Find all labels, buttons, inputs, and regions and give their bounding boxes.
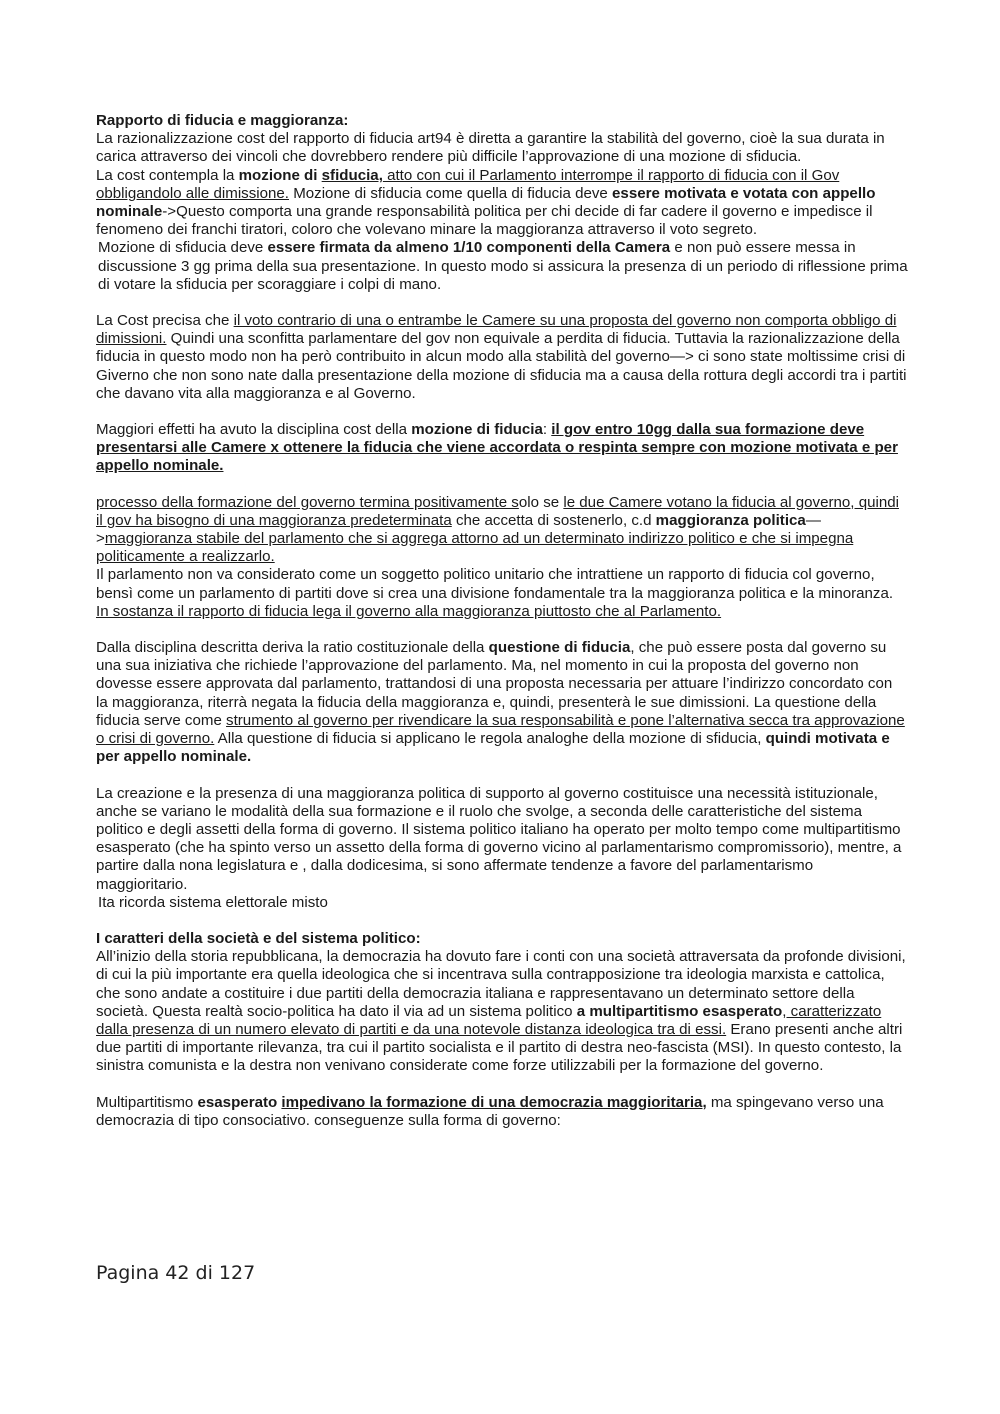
text-run: strumento al governo per rivendicare la sua responsabilità e pone l’alternativa secca tra approvazione o crisi di governo. [96,711,905,748]
text-run: , che può essere posta dal governo su una sua iniziativa che richiede l’approvazione del parlamento. Ma, nel momento in cui la proposta del governo non dovesse essere approvata dal parlamento, trattandosi di una proposta necessaria per attuare l’indirizzo concordato con la maggioranza, riterrà negata la fiducia della maggioranza e, quindi, presenterà le sue dimissioni. La questione della fiducia serve come [96,639,893,729]
paragraph [96,312,908,403]
text-run: Il parlamento non va considerato come un soggetto politico unitario che intrattiene un rapporto di fiducia col governo, bensì come un parlamento di partiti dove si crea una divisione fondamentale tra la maggioranza politica e la minoranza. [96,566,894,602]
text-run: La Cost precisa che [96,312,234,330]
paragraph [96,494,908,567]
text-run: La creazione e la presenza di una maggioranza politica di supporto al governo costituisce una necessità istituzionale, anche se variano le modalità della sua formazione e il ruolo che svolge, a seconda delle caratteristiche del sistema politico e degli assetti della forma di governo. Il sistema politico italiano ha operato per molto tempo come multipartitismo esasperato (che ha spinto verso un assetto della forma di governo vicino al parlamentarismo compromissorio), mentre, a partire dalla nona legislatura e , dalla dodicesima, si sono affermate tendenze a favore del parlamentarismo maggioritario. [96,784,902,893]
text-run: —> [96,511,821,548]
text-run: Mozione di sfiducia deve [98,239,268,257]
paragraph-gap [96,912,908,930]
paragraph-gap [96,767,908,785]
text-run: questione di fiducia [488,639,631,657]
paragraph [96,948,908,1075]
paragraph [96,894,908,912]
text-run: impedivano la formazione di una democrazia maggioritaria, [281,1093,707,1111]
text-run: il voto contrario di una o entrambe le Camere su una proposta del governo non comporta obbligo di dimissioni. [96,312,897,348]
paragraph-gap [96,476,908,494]
text-run: essere motivata e votata con appello nominale [96,184,876,221]
text-run: I caratteri della società e del sistema politico: [96,929,421,947]
paragraph-gap [96,403,908,421]
text-run: Alla questione di fiducia si applicano le regola analoghe della mozione di sfiducia, [214,730,766,748]
text-run: che accetta di sostenerlo, c.d [451,511,656,529]
paragraph-gap [96,621,908,639]
text-run: essere firmata da almeno 1/10 componenti della Camera [267,239,671,257]
paragraph [96,167,908,240]
text-run: maggioranza stabile del parlamento che si aggrega attorno ad un determinato indirizzo politico e che si impegna politicamente a realizzarlo. [96,530,854,566]
text-run: Maggiori effetti ha avuto la disciplina cost della [96,421,412,439]
text-run: a multipartitismo esasperato [576,1002,783,1020]
paragraph [96,785,908,894]
paragraph [96,930,908,948]
text-run: le due Camere votano la fiducia al governo, quindi il gov ha bisogno di una maggioranza predeterminata [96,493,899,529]
paragraph [96,1094,908,1130]
text-run: Dalla disciplina descritta deriva la ratio costituzionale della [96,639,489,657]
text-run: processo della formazione del governo termina positivamente s [96,493,519,511]
document-body [96,112,908,1130]
text-run: atto con cui il Parlamento interrompe il rapporto di fiducia con il Gov obbligandolo alle dimissione. [96,166,840,202]
text-run: Ita ricorda sistema elettorale misto [98,893,328,911]
paragraph-gap [96,1076,908,1094]
page-footer: Pagina 42 di 127 [96,1262,256,1284]
text-run: olo se [518,493,564,511]
paragraph [96,421,908,476]
text-run: il gov entro 10gg dalla sua formazione deve presentarsi alle Camere x ottenere la fiducia che viene accordata o respinta sempre con mozione motivata e per appello nominale. [96,421,898,475]
text-run: mozione di fiducia [411,421,543,439]
text-run: : [542,421,552,439]
text-run: All’inizio della storia repubblicana, la democrazia ha dovuto fare i conti con una società attraversata da profonde divisioni, di cui la più importante era quella ideologica che si incentrava sulla contrapposizione tra ideologia marxista e cattolica, che sono andate a costituire i due partiti della democrazia italiana e rappresentavano un determinato settore della società. Questa realtà socio-politica ha dato il via ad un sistema politico [96,948,906,1020]
paragraph [96,239,908,294]
paragraph [96,112,908,130]
text-run: esasperato [197,1093,282,1111]
text-run: In sostanza il rapporto di fiducia lega il governo alla maggioranza piuttosto che al Parlamento. [96,602,722,620]
text-run: quindi motivata e per appello nominale. [96,730,890,766]
paragraph [96,566,908,621]
text-run: ma spingevano verso una democrazia di tipo consociativo. conseguenze sulla forma di governo: [96,1093,884,1129]
text-run: maggioranza politica [655,511,806,529]
text-run: Mozione di sfiducia come quella di fiducia deve [289,184,613,202]
text-run: Erano presenti anche altri due partiti di importante rilevanza, tra cui il partito socialista e il partito di destra neo-fascista (MSI). In questo contesto, la sinistra comunista e la destra non venivano considerate come forze utilizzabili per la formazione del governo. [96,1020,903,1075]
text-run: mozione di [238,166,322,184]
text-run: sfiducia, [321,166,383,184]
text-run: La razionalizzazione cost del rapporto di fiducia art94 è diretta a garantire la stabilità del governo, cioè la sua durata in carica attraverso dei vincoli che dovrebbero rendere più difficile l’approvazione di una mozione di sfiducia. [96,130,885,166]
paragraph [96,639,908,766]
text-run: e non può essere messa in discussione 3 gg prima della sua presentazione. In questo modo si assicura la presenza di un periodo di riflessione prima di votare la sfiducia per scoraggiare i colpi di mano. [98,239,908,293]
text-run: La cost contempla la [96,166,239,184]
paragraph [96,130,908,166]
paragraph-gap [96,294,908,312]
text-run: Multipartitismo [96,1093,198,1111]
text-run: , caratterizzato dalla presenza di un numero elevato di partiti e da una notevole distanza ideologica tra di essi. [96,1002,882,1038]
text-run: Quindi una sconfitta parlamentare del gov non equivale a perdita di fiducia. Tuttavia la razionalizzazione della fiducia in questo modo non ha però contribuito in alcun modo alla stabilità del governo—> ci sono state moltissime crisi di Giverno che non sono nate dalla presentazione della mozione di sfiducia ma a causa della rottura degli accordi tra i partiti che davano vita alla maggioranza e al Governo. [96,330,907,402]
text-run: Rapporto di fiducia e maggioranza: [96,112,349,129]
text-run: ->Questo comporta una grande responsabilità politica per chi decide di far cadere il governo e impedisce il fenomeno dei franchi tiratori, coloro che volevano minare la maggioranza attraverso il voto segreto. [96,203,873,239]
